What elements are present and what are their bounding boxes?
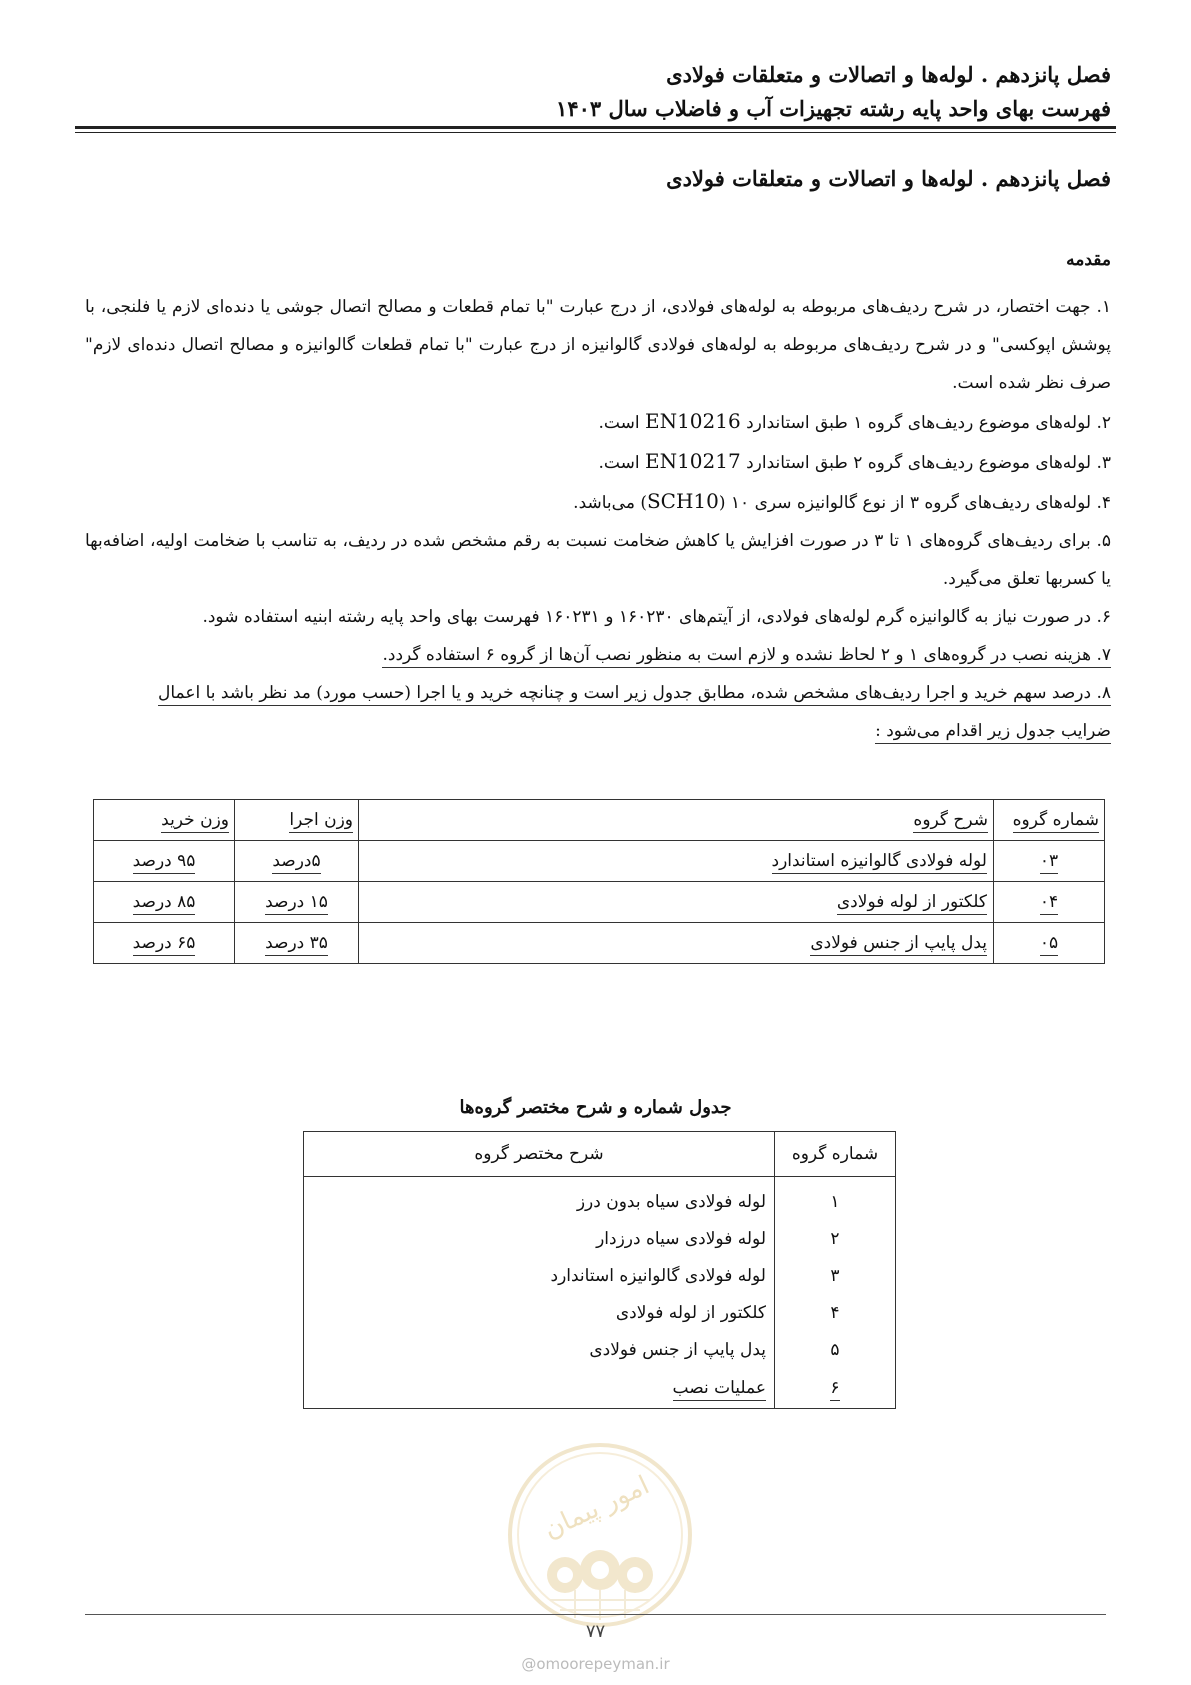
paragraph-1: ۱. جهت اختصار، در شرح ردیف‌های مربوطه به لوله‌های فولادی، از درج عبارت "با تمام قطعات و مصالح اتصال جوشی یا دنده‌ای لازم یا فلنجی، با پوشش اپوکسی" و در شرح ردیف‌های مربوطه به لوله‌های فولادی گالوانیزه از درج عبارت "با تمام قطعات گالوانیزه و مصالح اتصال دنده‌ای لازم" صرف نظر شده است.	[85, 297, 1111, 393]
running-header	[81, 58, 1111, 126]
group-no-cell: ۴	[775, 1294, 896, 1331]
purchase-weight-cell: ۶۵ درصد	[94, 923, 235, 964]
table-row	[304, 1257, 896, 1294]
paragraph-8-line1: ۸. درصد سهم خرید و اجرا ردیف‌های مشخص شده، مطابق جدول زیر است و چنانچه خرید و یا اجرا (حسب مورد) مد نظر باشد با اعمال	[158, 683, 1111, 706]
introduction-heading: مقدمه	[1066, 250, 1111, 270]
standard-code-en10216: EN10216	[644, 409, 741, 433]
table-row	[304, 1220, 896, 1257]
footer-rule	[85, 1614, 1106, 1615]
paragraph-2	[85, 402, 1111, 442]
description-cell: لوله فولادی گالوانیزه استاندارد	[359, 841, 994, 882]
purchase-weight-cell: ۸۵ درصد	[94, 882, 235, 923]
chapter-title: فصل پانزدهم . لوله‌ها و اتصالات و متعلقات فولادی	[666, 166, 1111, 191]
description-cell: لوله فولادی سیاه بدون درز	[304, 1177, 775, 1221]
install-weight-cell: ۳۵ درصد	[235, 923, 359, 964]
header-install-weight: وزن اجرا	[235, 800, 359, 841]
weights-table	[93, 799, 1105, 964]
table-row	[304, 1368, 896, 1409]
group-table-header	[304, 1132, 896, 1177]
weights-table-header	[94, 800, 1105, 841]
paragraph-8	[85, 674, 1111, 750]
table-row	[304, 1294, 896, 1331]
description-cell: لوله فولادی گالوانیزه استاندارد	[304, 1257, 775, 1294]
group-no-cell: ۱	[775, 1177, 896, 1221]
header-description: شرح گروه	[359, 800, 994, 841]
paragraph-4-end: ) می‌باشد.	[573, 493, 647, 513]
paragraph-5: ۵. برای ردیف‌های گروه‌های ۱ تا ۳ در صورت افزایش یا کاهش ضخامت نسبت به رقم مشخص شده در ردیف، به تناسب با ضخامت اولیه، اضافه‌بها یا کسربها تعلق می‌گیرد.	[85, 531, 1111, 589]
header-rule-thick	[75, 126, 1116, 129]
description-cell: لوله فولادی سیاه درزدار	[304, 1220, 775, 1257]
group-table-title: جدول شماره و شرح مختصر گروه‌ها	[459, 1097, 732, 1118]
introduction-body	[85, 288, 1111, 750]
paragraph-3	[85, 442, 1111, 482]
description-cell: کلکتور از لوله فولادی	[359, 882, 994, 923]
group-no-cell: ۵	[775, 1331, 896, 1368]
page-number: ۷۷	[585, 1621, 606, 1642]
header-group-no: شماره گروه	[994, 800, 1105, 841]
group-table	[303, 1131, 896, 1409]
table-row	[304, 1331, 896, 1368]
table-row	[94, 882, 1105, 923]
group-no-cell: ۳	[775, 1257, 896, 1294]
header-short-description: شرح مختصر گروه	[304, 1132, 775, 1177]
paragraph-6: ۶. در صورت نیاز به گالوانیزه گرم لوله‌های فولادی، از آیتم‌های ۱۶۰۲۳۰ و ۱۶۰۲۳۱ فهرست بهای واحد پایه رشته ابنیه استفاده شود.	[202, 607, 1111, 627]
description-cell: پدل پایپ از جنس فولادی	[359, 923, 994, 964]
group-no-cell: ۲	[775, 1220, 896, 1257]
table-row	[94, 923, 1105, 964]
table-row	[304, 1177, 896, 1221]
install-weight-cell: ۵درصد	[235, 841, 359, 882]
paragraph-7-text: ۷. هزینه نصب در گروه‌های ۱ و ۲ لحاظ نشده و لازم است به منظور نصب آن‌ها از گروه ۶ استفاده گردد.	[382, 645, 1111, 668]
svg-text:امور پیمان: امور پیمان	[539, 1470, 654, 1546]
install-weight-cell: ۱۵ درصد	[235, 882, 359, 923]
paragraph-2-text: ۲. لوله‌های موضوع ردیف‌های گروه ۱ طبق استاندارد	[740, 413, 1111, 433]
header-group-no: شماره گروه	[775, 1132, 896, 1177]
paragraph-4	[85, 482, 1111, 522]
paragraph-8-line2: ضرایب جدول زیر اقدام می‌شود :	[875, 721, 1111, 744]
standard-code-en10217: EN10217	[644, 449, 741, 473]
schedule-code-sch10: SCH10	[646, 489, 719, 513]
group-no-cell: ۰۴	[994, 882, 1105, 923]
description-cell: کلکتور از لوله فولادی	[304, 1294, 775, 1331]
group-no-cell: ۶	[775, 1368, 896, 1409]
header-chapter-line: فصل پانزدهم . لوله‌ها و اتصالات و متعلقات فولادی	[666, 62, 1111, 87]
paragraph-2-end: است.	[598, 413, 645, 433]
header-rule-thin	[75, 132, 1116, 133]
website-watermark: @omoorepeyman.ir	[521, 1655, 670, 1673]
group-no-cell: ۰۳	[994, 841, 1105, 882]
header-purchase-weight: وزن خرید	[94, 800, 235, 841]
description-cell: پدل پایپ از جنس فولادی	[304, 1331, 775, 1368]
paragraph-3-text: ۳. لوله‌های موضوع ردیف‌های گروه ۲ طبق استاندارد	[740, 453, 1111, 473]
description-cell: عملیات نصب	[304, 1368, 775, 1409]
purchase-weight-cell: ۹۵ درصد	[94, 841, 235, 882]
watermark-logo	[505, 1440, 695, 1630]
paragraph-3-end: است.	[598, 453, 645, 473]
table-row	[94, 841, 1105, 882]
paragraph-7	[85, 636, 1111, 674]
header-pricelist-line: فهرست بهای واحد پایه رشته تجهیزات آب و فاضلاب سال ۱۴۰۳	[556, 96, 1111, 121]
paragraph-4-text: ۴. لوله‌های ردیف‌های گروه ۳ از نوع گالوانیزه سری ۱۰ (	[718, 493, 1111, 513]
group-no-cell: ۰۵	[994, 923, 1105, 964]
